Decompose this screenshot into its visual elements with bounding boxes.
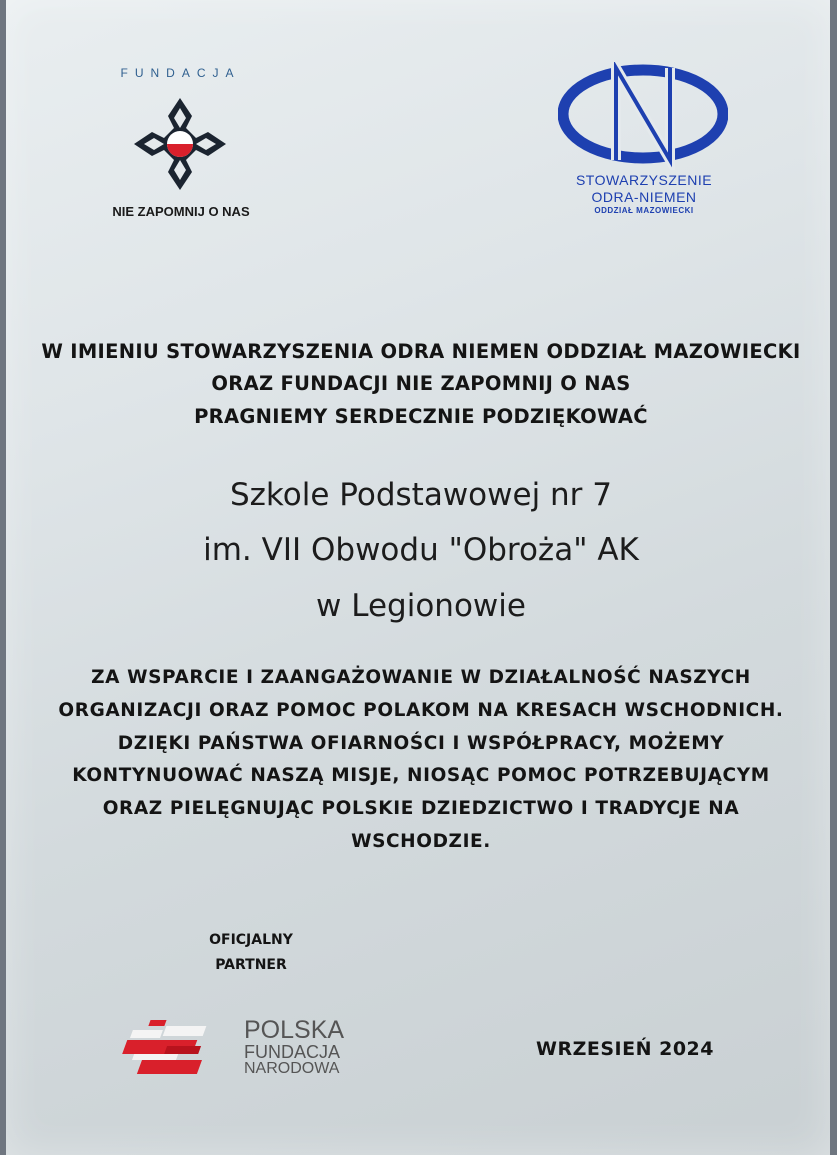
plaque	[6, 0, 830, 1155]
fundacja-logo-top-text: FUNDACJA	[120, 66, 241, 80]
recipient-line-3: w Legionowie	[316, 588, 526, 624]
body-line-1: ZA WSPARCIE I ZAANGAŻOWANIE W DZIAŁALNOŚĆ NASZYCH	[91, 667, 751, 688]
header-line-2: ORAZ FUNDACJI NIE ZAPOMNIJ O NAS	[211, 372, 631, 395]
partner-label-line-2: PARTNER	[215, 957, 287, 973]
odra-niemen-logo-icon	[558, 62, 728, 170]
body-line-6: WSCHODZIE.	[351, 831, 491, 852]
body-line-2: ORGANIZACJI ORAZ POMOC POLAKOM NA KRESACH WSCHODNICH.	[58, 700, 784, 721]
partner-label-line-1: OFICJALNY	[209, 932, 293, 948]
odra-niemen-line1: STOWARZYSZENIE	[575, 172, 713, 188]
recipient-line-2: im. VII Obwodu "Obroża" AK	[203, 532, 639, 568]
fundacja-logo-bottom-text: NIE ZAPOMNIJ O NAS	[112, 204, 250, 219]
pfn-line-1: POLSKA	[244, 1016, 345, 1044]
odra-niemen-line2: ODRA-NIEMEN	[591, 189, 697, 205]
pfn-line-3: NARODOWA	[244, 1060, 340, 1077]
body-line-3: DZIĘKI PAŃSTWA OFIARNOŚCI I WSPÓŁPRACY, MOŻEMY	[117, 733, 725, 754]
cross-logo-icon	[130, 94, 230, 194]
body-line-4: KONTYNUOWAĆ NASZĄ MISJE, NIOSĄC POMOC POTRZEBUJĄCYM	[72, 765, 770, 786]
pfn-flag-icon	[118, 1016, 238, 1078]
date-text: WRZESIEŃ 2024	[536, 1038, 714, 1060]
body-line-5: ORAZ PIELĘGNUJĄC POLSKIE DZIEDZICTWO I TRADYCJE NA	[102, 798, 740, 819]
pfn-line-2: FUNDACJA	[244, 1042, 341, 1062]
odra-niemen-line3: ODDZIAŁ MAZOWIECKI	[594, 206, 694, 215]
recipient-line-1: Szkole Podstawowej nr 7	[229, 477, 613, 513]
header-line-3: PRAGNIEMY SERDECZNIE PODZIĘKOWAĆ	[194, 405, 648, 428]
header-line-1: W IMIENIU STOWARZYSZENIA ODRA NIEMEN ODDZIAŁ MAZOWIECKI	[41, 340, 801, 363]
